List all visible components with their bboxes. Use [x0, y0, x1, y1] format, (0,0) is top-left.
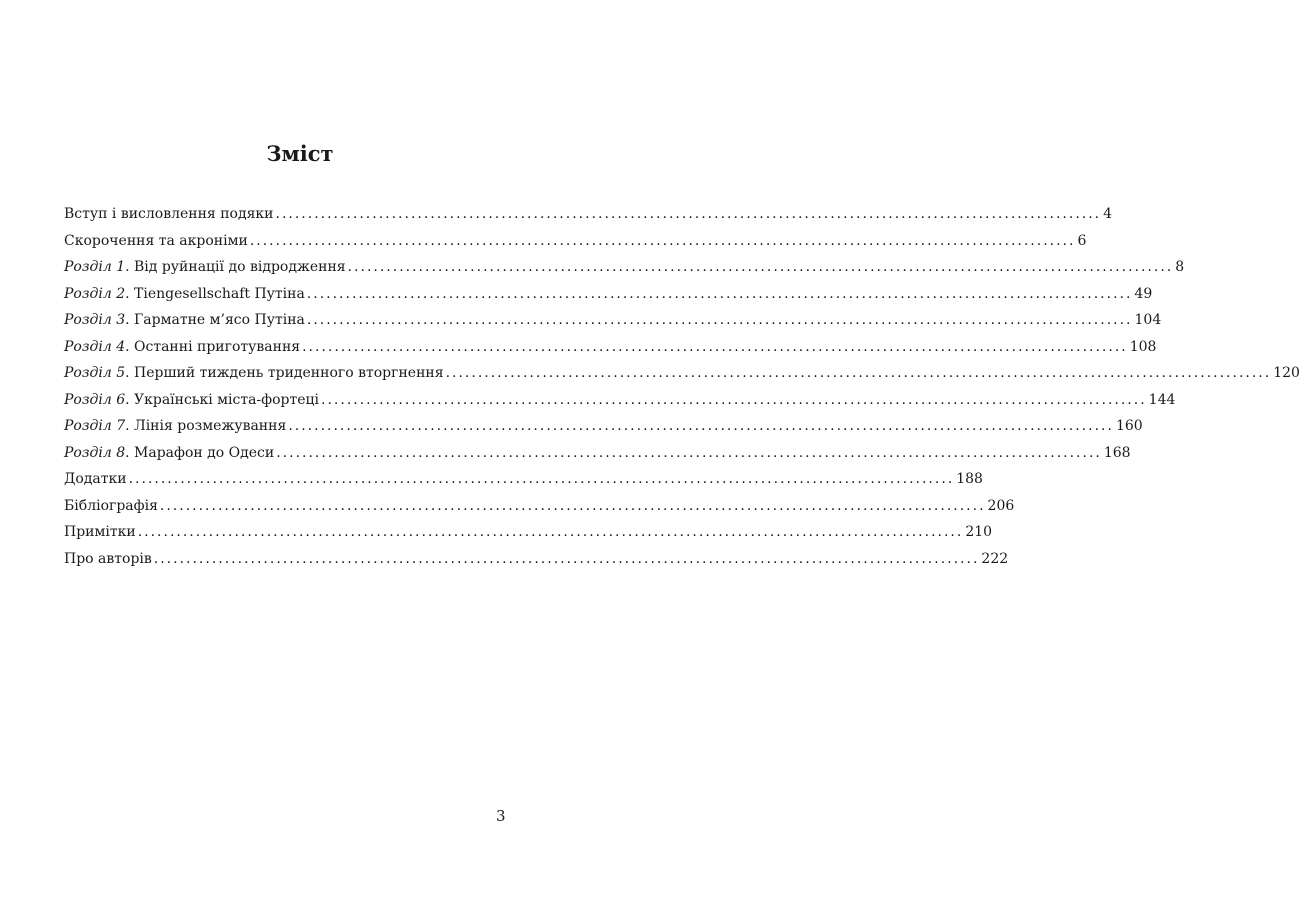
toc-entry-page: 144: [1148, 391, 1176, 408]
dot-leader: ................................................................................................................................: [159, 497, 986, 514]
toc-entry-page: 8: [1175, 259, 1185, 275]
toc-entry-title: Бібліографія: [64, 497, 158, 514]
toc-entry-label: [64, 440, 274, 467]
toc-entry-prefix: Розділ 3: [64, 312, 126, 328]
toc-entry-title: . Українські міста-фортеці: [125, 391, 320, 408]
dot-leader: ................................................................................................................................: [306, 312, 1133, 328]
dot-leader: ................................................................................................................................: [276, 444, 1102, 461]
toc-entry-page: 222: [981, 550, 1009, 567]
toc-entry-page: 108: [1129, 338, 1157, 355]
toc-entry-label: [64, 360, 444, 387]
toc-entry-prefix: Розділ 8: [64, 444, 126, 461]
toc-entry: [64, 360, 1300, 387]
toc-entry-label: [64, 228, 248, 255]
dot-leader: ................................................................................................................................: [275, 206, 1102, 222]
toc-entry-title: . Tiengesellschaft Путіна: [125, 285, 305, 302]
toc-entry: [64, 281, 1153, 308]
toc-entry: [64, 254, 1185, 281]
toc-entry-title: Скорочення та акроніми: [64, 232, 248, 249]
toc-entry: [64, 413, 1143, 440]
toc-entry: [64, 334, 1157, 361]
toc-entry: [64, 493, 1015, 520]
page-number: 3: [496, 807, 506, 825]
toc-entry-label: [64, 493, 158, 520]
dot-leader: ................................................................................................................................: [321, 391, 1147, 408]
toc-entry-title: . Марафон до Одеси: [125, 444, 275, 461]
toc-entry-label: [64, 201, 274, 228]
toc-entry-title: . Останні приготування: [125, 338, 301, 355]
dot-leader: ................................................................................................................................: [347, 259, 1174, 275]
toc-entry-title: . Від руйнації до відродження: [125, 259, 346, 275]
toc-entry-title: Про авторів: [64, 550, 152, 567]
toc-entry-page: 49: [1134, 285, 1153, 302]
toc-entry-page: 206: [987, 497, 1015, 514]
dot-leader: ................................................................................................................................: [153, 550, 980, 567]
toc-entry-title: Вступ і висловлення подяки: [64, 206, 274, 222]
toc-entry-prefix: Розділ 7: [64, 418, 126, 434]
toc-entry-label: [64, 519, 136, 546]
toc-entry-title: Примітки: [64, 524, 136, 540]
toc-entry-label: [64, 413, 286, 440]
toc-entry: [64, 228, 1087, 255]
toc-entry-prefix: Розділ 1: [64, 259, 126, 275]
toc-entry-title: . Перший тиждень триденного вторгнення: [125, 365, 444, 381]
toc-entry-label: [64, 307, 305, 334]
toc-entry-title: . Лінія розмежування: [125, 418, 287, 434]
toc-entry: [64, 466, 983, 493]
toc-entry: [64, 440, 1131, 467]
toc-entry-title: Додатки: [64, 471, 127, 487]
toc-entry-page: 104: [1134, 312, 1162, 328]
toc-entry-page: 168: [1103, 444, 1131, 461]
toc-entry-page: 4: [1103, 206, 1113, 222]
toc-entry-page: 188: [956, 471, 983, 487]
toc-entry-label: [64, 334, 300, 361]
dot-leader: ................................................................................................................................: [137, 524, 964, 540]
toc-entry-label: [64, 281, 305, 308]
toc-entry: [64, 519, 993, 546]
page-title: Зміст: [266, 141, 334, 166]
table-of-contents: [64, 201, 1300, 572]
toc-entry-prefix: Розділ 2: [64, 285, 126, 302]
toc-entry: [64, 387, 1176, 414]
toc-entry-prefix: Розділ 5: [64, 365, 126, 381]
dot-leader: ................................................................................................................................: [288, 418, 1114, 434]
toc-entry-title: . Гарматне м’ясо Путіна: [125, 312, 305, 328]
toc-entry: [64, 201, 1113, 228]
dot-leader: ................................................................................................................................: [128, 471, 955, 487]
toc-entry-page: 6: [1077, 232, 1087, 249]
toc-entry-label: [64, 387, 319, 414]
toc-entry: [64, 546, 1009, 573]
dot-leader: ................................................................................................................................: [249, 232, 1076, 249]
toc-entry-label: [64, 546, 152, 573]
toc-entry-prefix: Розділ 4: [64, 338, 126, 355]
dot-leader: ................................................................................................................................: [445, 365, 1272, 381]
dot-leader: ................................................................................................................................: [306, 285, 1133, 302]
toc-entry: [64, 307, 1162, 334]
toc-entry-page: 160: [1115, 418, 1143, 434]
toc-entry-label: [64, 466, 127, 493]
toc-entry-page: 210: [965, 524, 993, 540]
toc-entry-label: [64, 254, 346, 281]
dot-leader: ................................................................................................................................: [302, 338, 1128, 355]
toc-entry-page: 120: [1273, 365, 1300, 381]
toc-entry-prefix: Розділ 6: [64, 391, 126, 408]
